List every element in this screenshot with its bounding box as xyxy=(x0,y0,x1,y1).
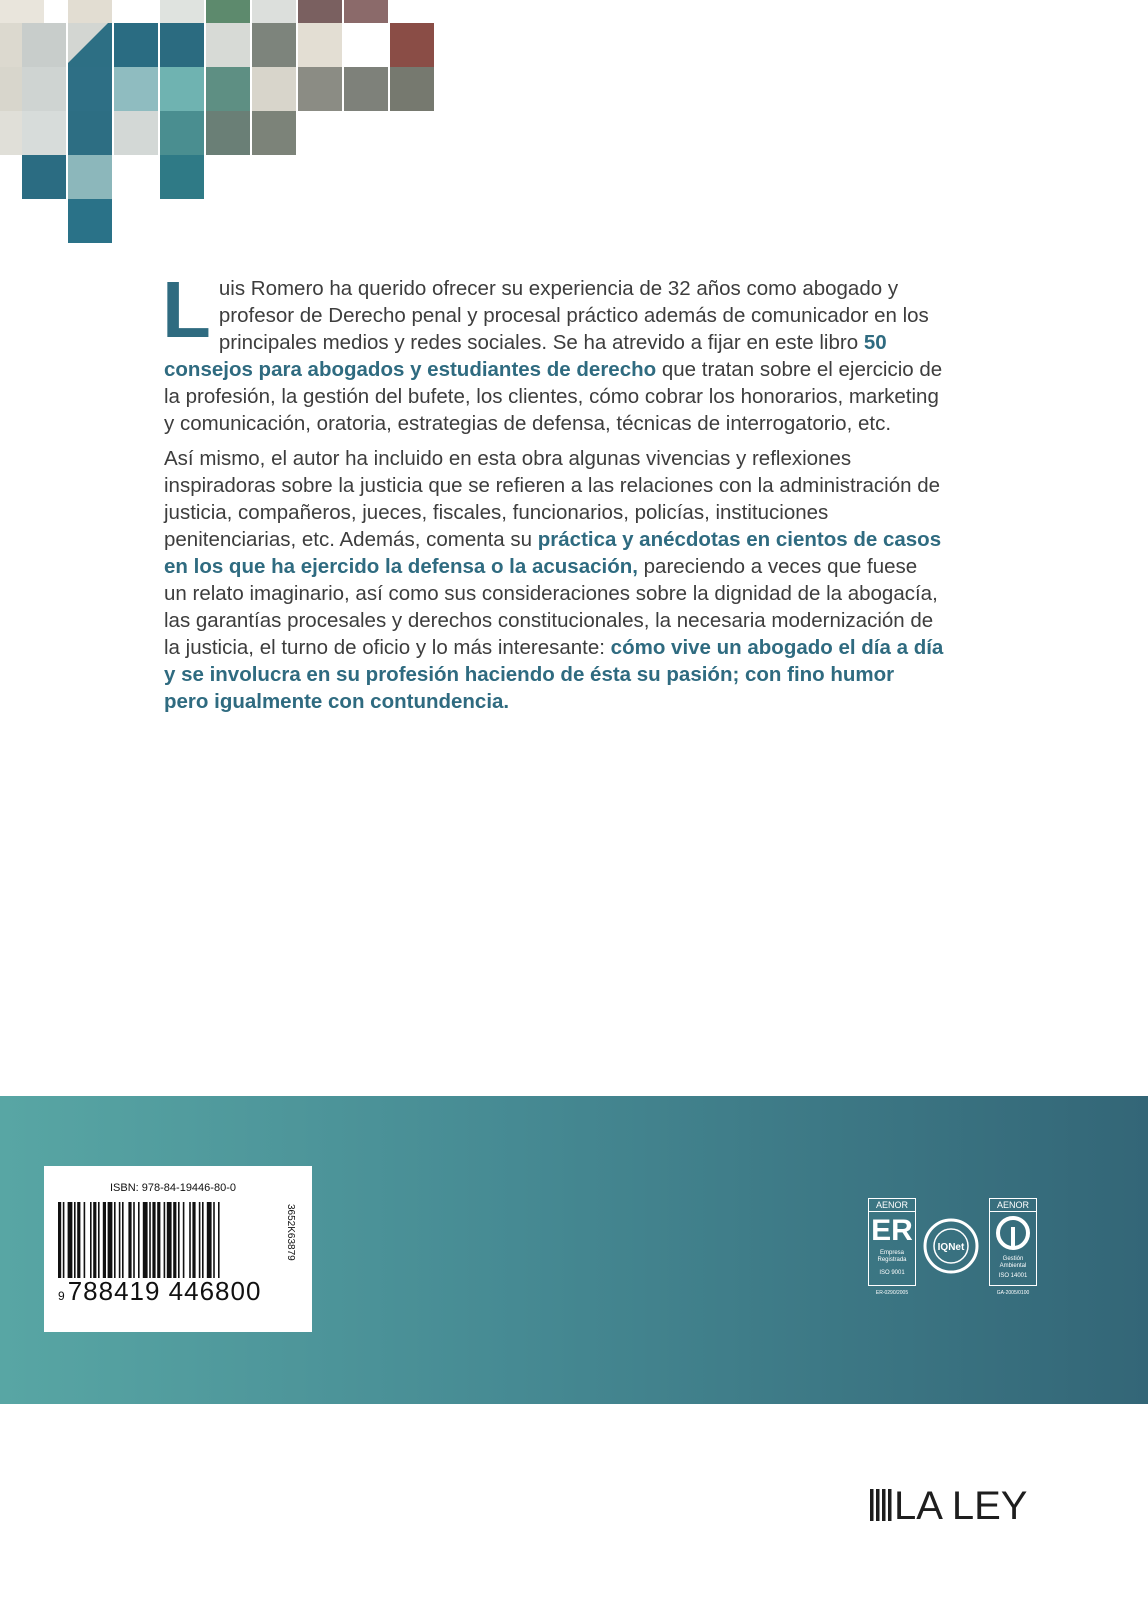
barcode-icon xyxy=(58,1202,278,1278)
aenor-er-iso: ISO 9001 xyxy=(879,1270,905,1276)
barcode-label xyxy=(44,1166,312,1332)
ga-mark-icon xyxy=(995,1215,1031,1251)
certification-logos xyxy=(868,1198,1048,1308)
barcode-digits xyxy=(58,1276,261,1307)
publisher-logo xyxy=(870,1484,1027,1529)
iqnet-seal-icon xyxy=(923,1218,979,1274)
blurb-p1-highlight: 50 consejos para abogados y estudiantes de derecho xyxy=(164,331,887,381)
er-mark-icon: ER xyxy=(871,1214,913,1247)
aenor-er-top: AENOR xyxy=(869,1199,915,1212)
iqnet-label: IQNet xyxy=(937,1242,965,1253)
blurb-p2-text-a: Así mismo, el autor ha incluido en esta obra algunas vivencias y reflexiones inspiradoras sobre la justicia que se refieren a las relaciones con la administración de justicia, compañeros, jueces, fiscales, funcionarios, policías, instituciones penitenciarias, etc. Además, comenta su xyxy=(164,447,940,551)
blurb-p1-text-b: que tratan sobre el ejercicio de la profesión, la gestión del bufete, los clientes, cómo cobrar los honorarios, marketing y comunicación, oratoria, estrategias de defensa, técnicas de interrogatorio, etc. xyxy=(164,358,943,435)
aenor-er-number: ER-0290/2005 xyxy=(875,1290,909,1296)
barcode-number: 788419 446800 xyxy=(67,1276,262,1306)
aenor-ga-top: AENOR xyxy=(990,1199,1036,1212)
blurb-paragraph-2 xyxy=(164,445,944,715)
aenor-ga-caption: Gestión Ambiental xyxy=(999,1256,1027,1269)
blurb-paragraph-1 xyxy=(162,265,944,437)
drop-cap: L xyxy=(162,265,211,354)
back-cover-blurb xyxy=(162,265,944,723)
cover-photo-mosaic xyxy=(0,0,440,255)
aenor-er-caption: Empresa Registrada xyxy=(877,1250,907,1263)
publisher-name: LA LEY xyxy=(894,1484,1028,1528)
footer-band xyxy=(0,1096,1148,1404)
barcode-side-code: 3652K63879 xyxy=(285,1204,296,1261)
blurb-p1-text-a: uis Romero ha querido ofrecer su experiencia de 32 años como abogado y profesor de Derecho penal y procesal práctico además de comunicador en los principales medios y redes sociales. Se ha atrevido a fijar en este libro xyxy=(218,277,929,354)
aenor-er-badge xyxy=(868,1198,916,1286)
la-ley-bars-icon xyxy=(870,1489,892,1521)
aenor-ga-iso: ISO 14001 xyxy=(998,1273,1028,1279)
blurb-p2-highlight-1: práctica y anécdotas en cientos de casos en los que ha ejercido la defensa o la acusación, xyxy=(164,528,942,578)
barcode-lead-digit: 9 xyxy=(58,1289,66,1303)
isbn-text: ISBN: 978-84-19446-80-0 xyxy=(110,1182,236,1194)
blurb-p2-highlight-2: cómo vive un abogado el día a día y se involucra en su profesión haciendo de ésta su pasión; con fino humor pero igualmente con contundencia. xyxy=(164,636,944,713)
aenor-ga-badge xyxy=(989,1198,1037,1286)
aenor-ga-number: GA-2005/0100 xyxy=(996,1290,1030,1296)
blurb-p2-text-b: pareciendo a veces que fuese un relato imaginario, así como sus consideraciones sobre la dignidad de la abogacía, las garantías procesales y derechos constitucionales, la necesaria modernización de la justicia, el turno de oficio y lo más interesante: xyxy=(164,555,938,659)
